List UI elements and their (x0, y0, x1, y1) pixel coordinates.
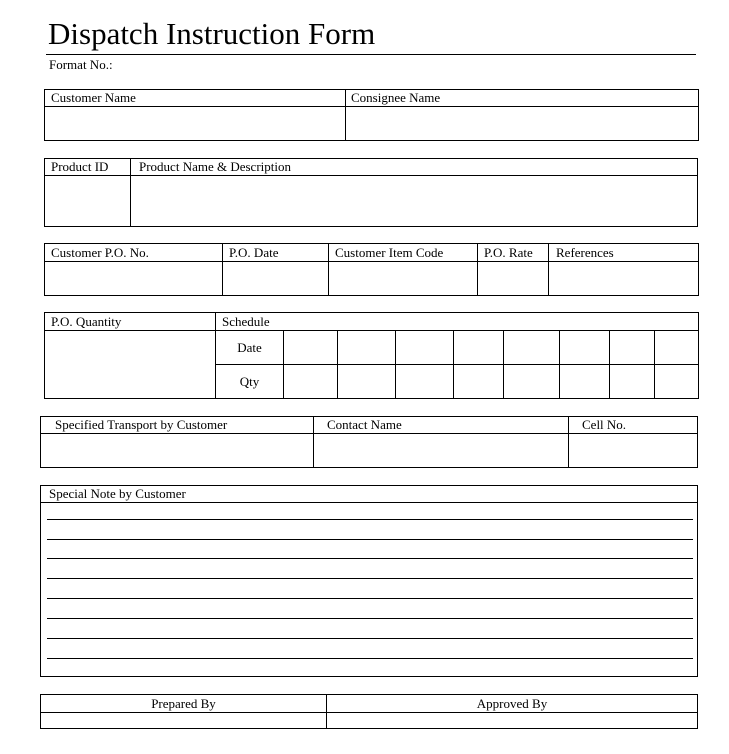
references-label: References (556, 245, 614, 260)
customer-po-field[interactable] (45, 262, 222, 295)
column-divider (654, 331, 655, 398)
transport-field[interactable] (41, 434, 313, 467)
table-divider (41, 502, 697, 503)
prepared-by-label: Prepared By (151, 696, 216, 711)
prepared-by-field[interactable] (41, 713, 326, 728)
schedule-grid (216, 331, 698, 398)
consignee-name-label: Consignee Name (351, 90, 441, 105)
note-line (47, 618, 693, 619)
column-divider (453, 331, 454, 398)
note-line (47, 578, 693, 579)
format-number-label: Format No.: (49, 57, 113, 72)
special-note-label: Special Note by Customer (49, 486, 186, 501)
qty-row-label: Qty (239, 374, 260, 389)
product-id-field[interactable] (45, 176, 130, 226)
row-divider (216, 364, 698, 365)
po-rate-field[interactable] (478, 262, 548, 295)
po-date-field[interactable] (223, 262, 328, 295)
product-name-label: Product Name & Description (139, 159, 291, 174)
form-title: Dispatch Instruction Form (48, 16, 376, 51)
references-field[interactable] (549, 262, 698, 295)
transport-table (40, 416, 698, 468)
note-line (47, 539, 693, 540)
po-quantity-label: P.O. Quantity (51, 314, 122, 329)
note-line (47, 598, 693, 599)
column-divider (283, 331, 284, 398)
po-rate-label: P.O. Rate (484, 245, 533, 260)
customer-item-code-field[interactable] (329, 262, 477, 295)
po-details-table (44, 243, 699, 296)
po-date-label: P.O. Date (229, 245, 279, 260)
product-id-label: Product ID (51, 159, 109, 174)
customer-consignee-table (44, 89, 699, 141)
product-table (44, 158, 698, 227)
consignee-name-field[interactable] (346, 107, 698, 140)
title-underline (46, 54, 696, 55)
schedule-table (44, 312, 699, 399)
customer-name-field[interactable] (45, 107, 345, 140)
cell-no-label: Cell No. (582, 417, 627, 432)
po-quantity-field[interactable] (45, 331, 215, 398)
note-line (47, 658, 693, 659)
approved-by-label: Approved By (476, 696, 548, 711)
note-line (47, 638, 693, 639)
special-note-box[interactable] (40, 485, 698, 677)
customer-po-label: Customer P.O. No. (51, 245, 149, 260)
customer-name-label: Customer Name (51, 90, 136, 105)
column-divider (609, 331, 610, 398)
customer-item-code-label: Customer Item Code (335, 245, 444, 260)
product-description-field[interactable] (131, 176, 697, 226)
column-divider (337, 331, 338, 398)
approved-by-field[interactable] (327, 713, 697, 728)
note-line (47, 519, 693, 520)
note-line (47, 558, 693, 559)
schedule-label: Schedule (222, 314, 270, 329)
signoff-table (40, 694, 698, 729)
contact-name-label: Contact Name (327, 417, 402, 432)
contact-name-field[interactable] (314, 434, 568, 467)
column-divider (395, 331, 396, 398)
date-row-label: Date (237, 340, 262, 355)
transport-label: Specified Transport by Customer (55, 417, 228, 432)
column-divider (503, 331, 504, 398)
column-divider (559, 331, 560, 398)
cell-no-field[interactable] (569, 434, 697, 467)
